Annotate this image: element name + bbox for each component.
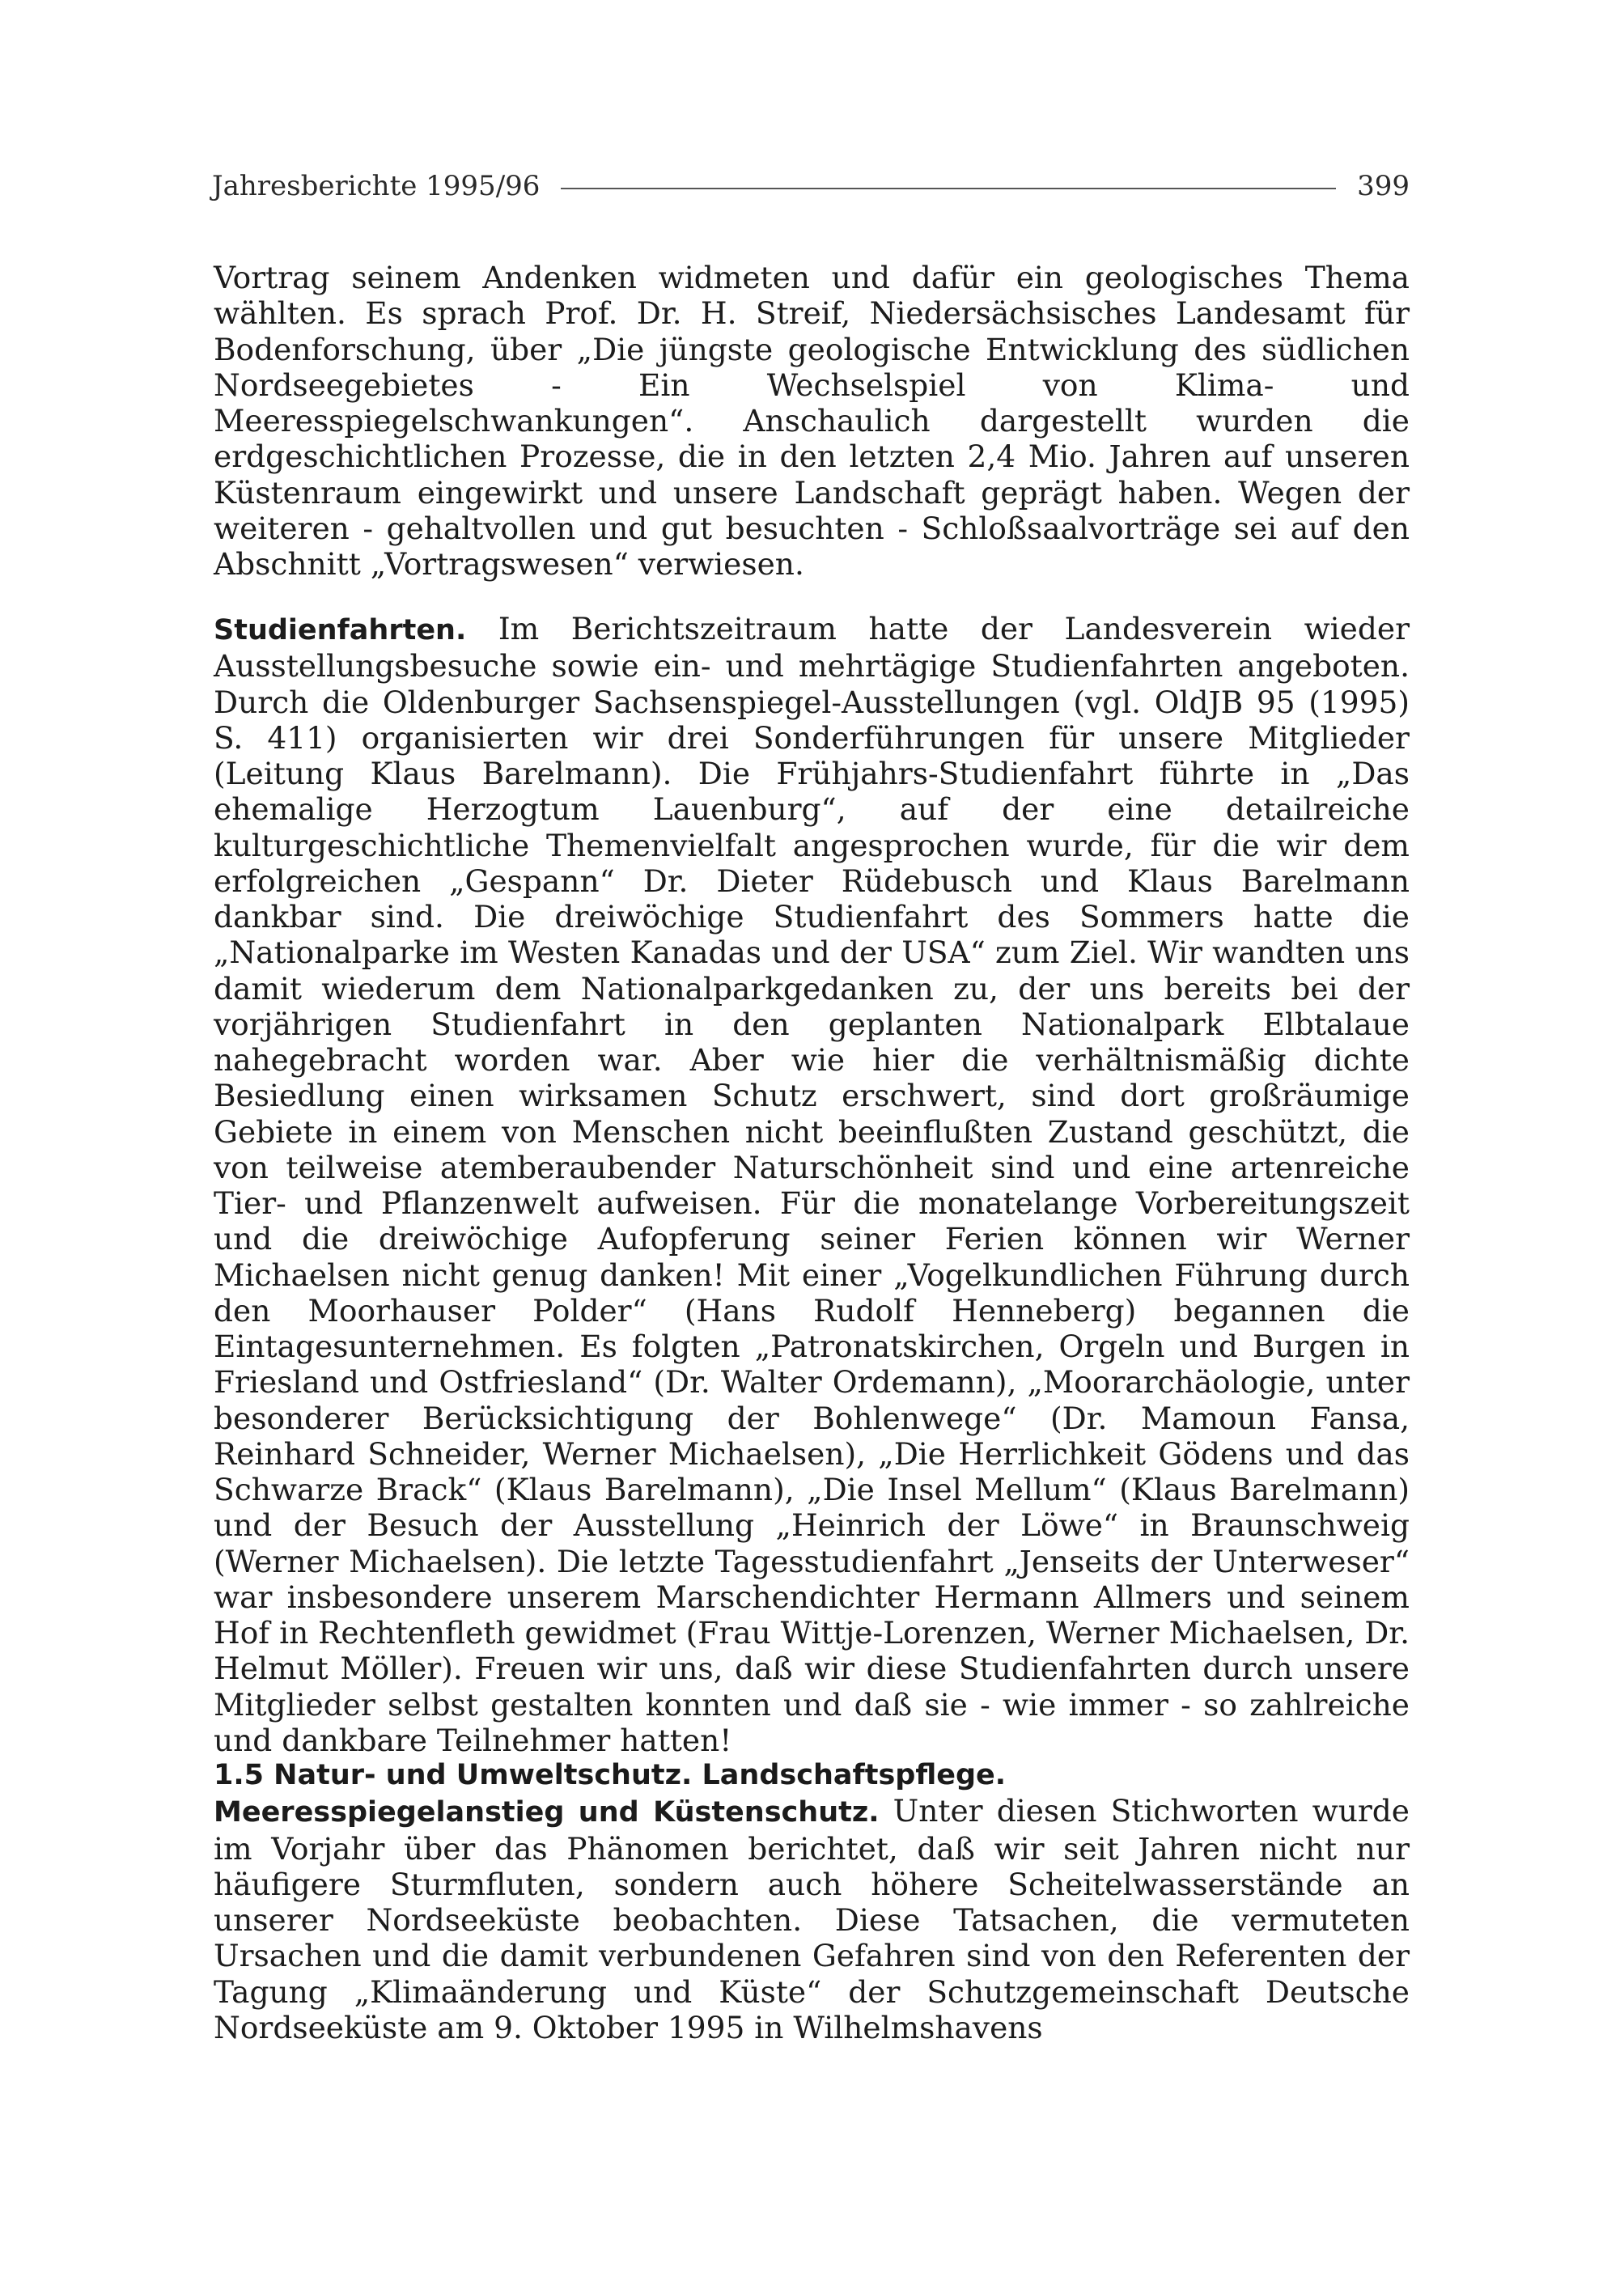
running-head-title: Jahresberichte 1995/96 bbox=[212, 170, 541, 202]
section-heading: 1.5 Natur- und Umweltschutz. Landschaftspflege. bbox=[214, 1759, 1007, 1791]
studienfahrten-text: Im Berichtszeitraum hatte der Landesverein wieder Ausstellungsbesuche sowie ein- und mehrtägige Studienfahrten angeboten. Durch die Oldenburger Sachsenspiegel-Ausstellungen (vgl. OldJB 95 (1995) S. 411) organisierten wir drei Sonderführungen für unsere Mitglieder (Leitung Klaus Barelmann). Die Frühjahrs-Studienfahrt führte in „Das ehemalige Herzogtum Lauenburg“, auf der eine detailreiche kulturgeschichtliche Themenvielfalt angesprochen wurde, für die wir dem erfolgreichen „Gespann“ Dr. Dieter Rüdebusch und Klaus Barelmann dankbar sind. Die dreiwöchige Studienfahrt des Sommers hatte die „Nationalparke im Westen Kanadas und der USA“ zum Ziel. Wir wandten uns damit wiederum dem Nationalparkgedanken zu, der uns bereits bei der vorjährigen Studienfahrt in den geplanten Nationalpark Elbtalaue nahegebracht worden war. Aber wie hier die verhältnismäßig dichte Besiedlung einen wirksamen Schutz erschwert, sind dort großräumige Gebiete in einem von Menschen nicht beeinflußten Zustand geschützt, die von teilweise atemberaubender Naturschönheit sind und eine artenreiche Tier- und Pflanzenwelt aufweisen. Für die monatelange Vorbereitungszeit und die dreiwöchige Aufopferung seiner Ferien können wir Werner Michaelsen nicht genug danken! Mit einer „Vogelkundlichen Führung durch den Moorhauser Polder“ (Hans Rudolf Henneberg) begannen die Eintagesunternehmen. Es folgten „Patronatskirchen, Orgeln und Burgen in Friesland und Ostfriesland“ (Dr. Walter Ordemann), „Moorarchäologie, unter besonderer Berücksichtigung der Bohlenwege“ (Dr. Mamoun Fansa, Reinhard Schneider, Werner Michaelsen), „Die Herrlichkeit Gödens und das Schwarze Brack“ (Klaus Barelmann), „Die Insel Mellum“ (Klaus Barelmann) und der Besuch der Ausstellung „Heinrich der Löwe“ in Braunschweig (Werner Michaelsen). Die letzte Tagesstudienfahrt „Jenseits der Unterweser“ war insbesondere unserem Marschendichter Hermann Allmers und seinem Hof in Rechtenfleth gewidmet (Frau Wittje-Lorenzen, Werner Michaelsen, Dr. Helmut Möller). Freuen wir uns, daß wir diese Studienfahrten durch unsere Mitglieder selbst gestalten konnten und daß sie - wie immer - so zahlreiche und dankbare Teilnehmer hatten! bbox=[214, 611, 1410, 1758]
page-number: 399 bbox=[1357, 170, 1410, 202]
meeresspiegel-paragraph bbox=[214, 1793, 1410, 2045]
intro-paragraph: Vortrag seinem Andenken widmeten und dafür ein geologisches Thema wählten. Es sprach Prof. Dr. H. Streif, Niedersächsisches Landesamt für Bodenforschung, über „Die jüngste geologische Entwicklung des südlichen Nordseegebietes - Ein Wechselspiel von Klima- und Meeresspiegelschwankungen“. Anschaulich dargestellt wurden die erdgeschichtlichen Prozesse, die in den letzten 2,4 Mio. Jahren auf unseren Küstenraum eingewirkt und unsere Landschaft geprägt haben. Wegen der weiteren - gehaltvollen und gut besuchten - Schloßsaalvorträge sei auf den Abschnitt „Vortragswesen“ verwiesen. bbox=[214, 260, 1410, 582]
section-1-5-block bbox=[214, 1757, 1410, 2045]
running-head bbox=[212, 162, 1410, 210]
header-rule bbox=[561, 188, 1336, 189]
studienfahrten-block bbox=[214, 611, 1410, 1758]
intro-block bbox=[214, 260, 1410, 582]
studienfahrten-lead: Studienfahrten. bbox=[214, 614, 467, 646]
meeresspiegel-text: Unter diesen Stichworten wurde im Vorjahr über das Phänomen berichtet, daß wir seit Jahren nicht nur häufigere Sturmfluten, sondern auch höhere Scheitelwasserstände an unserer Nordseeküste beobachten. Diese Tatsachen, die vermuteten Ursachen und die damit verbundenen Gefahren sind von den Referenten der Tagung „Klimaänderung und Küste“ der Schutzgemeinschaft Deutsche Nordseeküste am 9. Oktober 1995 in Wilhelmshavens bbox=[214, 1793, 1410, 2045]
meeresspiegel-lead: Meeresspiegelanstieg und Küstenschutz. bbox=[214, 1796, 880, 1829]
studienfahrten-paragraph bbox=[214, 611, 1410, 1758]
